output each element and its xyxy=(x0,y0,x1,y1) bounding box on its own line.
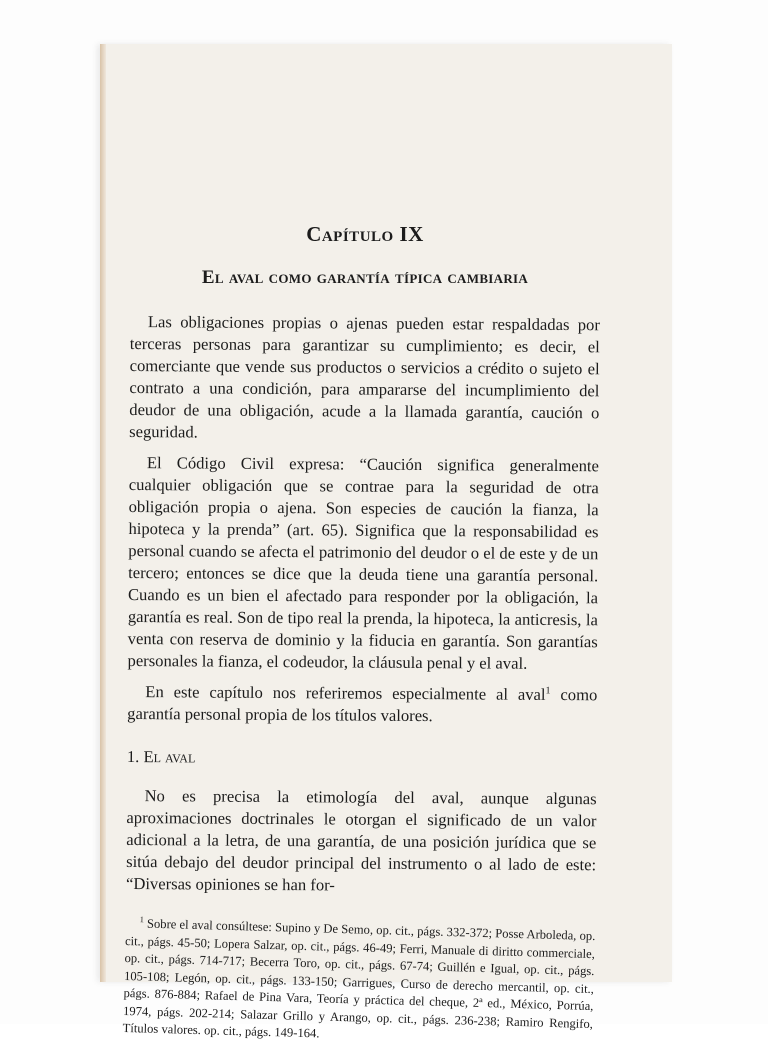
footnote-text: Sobre el aval consúltese: Supino y De Semo, op. cit., págs. 332-372; Posse Arboleda, op. cit., págs. 45-50; Lopera Salzar, op. cit., págs. 46-49; Ferri, Manuale di diritto commerciale, op. cit., págs. 714-717; Becerra Toro, op. cit., págs. 67-74; Guillén e Igual, op. cit., págs. 105-108; Legón, op. cit., págs. 133-150; Garrigues, Curso de derecho mercantil, op. cit., págs. 876-884; Rafael de Pina Vara, Teoría y práctica del cheque, 2ª ed., México, Porrúa, 1974, págs. 202-214; Salazar Grillo y Arango, op. cit., págs. 236-238; Ramiro Rengifo, Títulos valores. op. cit., págs. 149-164. xyxy=(122,916,596,1041)
paragraph-3-after: como garantía personal propia de los títulos valores. xyxy=(127,684,598,726)
page-content xyxy=(122,222,600,1041)
footnote-reference: 1 xyxy=(545,685,551,697)
footnote-number: 1 xyxy=(139,914,145,925)
paragraph-3 xyxy=(127,681,597,728)
chapter-title: Capítulo IX xyxy=(306,222,424,246)
footnote xyxy=(122,915,595,1051)
paragraph-2: El Código Civil expresa: “Caución significa generalmente cualquier obligación que se contrae para la seguridad de otra obligación propia o ajena. Son especies de caución la fianza, la hipoteca y la prenda” (art. 65). Significa que la responsabilidad es personal cuando se afecta el patrimonio del deudor o el de este y de un tercero; entonces se dice que la deuda tiene una garantía personal. Cuando es un bien el afectado para responder por la obligación, la garantía es real. Son de tipo real la prenda, la hipoteca, la anticresis, la venta con reserva de dominio y la fiducia en garantía. Son garantías personales la fianza, el codeudor, la cláusula penal y el aval. xyxy=(127,453,599,673)
paragraph-3-before: En este capítulo nos referiremos especialmente al aval xyxy=(145,682,546,704)
section-paragraph: No es precisa la etimología del aval, aunque algunas aproximaciones doctrinales le otorgan el significado de un valor adicional a la letra, de una garantía, de una posición jurídica que se sitúa debajo del deudor principal del instrumento o al lado de este: “Diversas opiniones se han for- xyxy=(125,786,597,895)
page-edge xyxy=(100,44,106,982)
paragraph-1: Las obligaciones propias o ajenas pueden estar respaldadas por terceras personas para garantizar su cumplimiento; es decir, el comerciante que vende sus productos o servicios a crédito o sujeto el contrato a una condición, para ampararse del incumplimiento del deudor de una obligación, acude a la llamada garantía, caución o seguridad. xyxy=(129,312,600,442)
section-heading: 1. El aval xyxy=(126,746,196,767)
body-text xyxy=(122,311,600,1041)
chapter-subtitle: El aval como garantía típica cambiaria xyxy=(201,267,529,288)
